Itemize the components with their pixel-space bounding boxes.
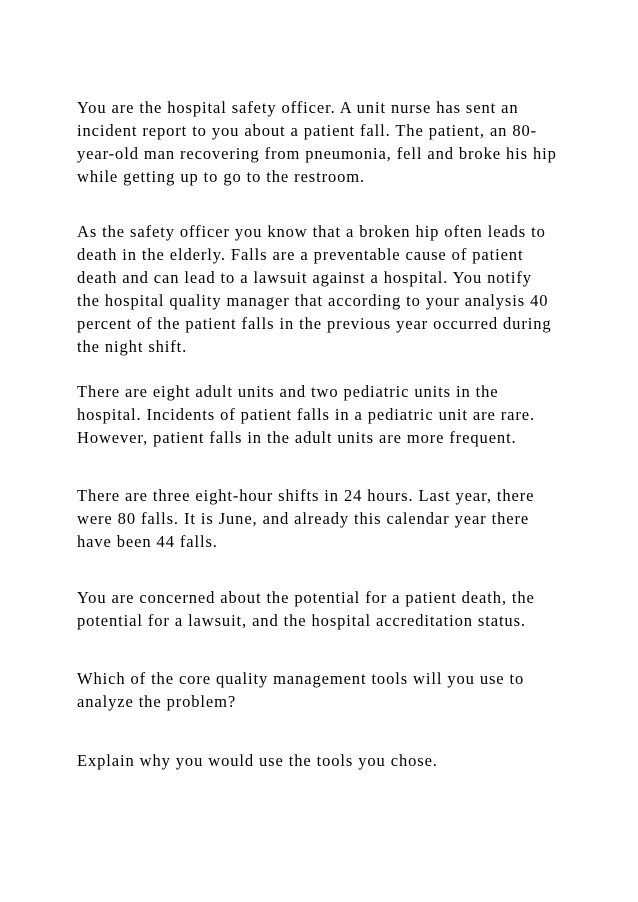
text-line: the hospital quality manager that according to your analysis 40 xyxy=(77,291,549,310)
paragraph-safety-analysis xyxy=(77,220,577,358)
text-line: However, patient falls in the adult units are more frequent. xyxy=(77,428,517,447)
text-line: analyze the problem? xyxy=(77,692,237,711)
text-line: hospital. Incidents of patient falls in a pediatric unit are rare. xyxy=(77,405,536,424)
paragraph-units xyxy=(77,380,577,449)
paragraph-concerns xyxy=(77,586,577,632)
text-line: the night shift. xyxy=(77,337,188,356)
text-line: year-old man recovering from pneumonia, fell and broke his hip xyxy=(77,144,557,163)
text-line: You are concerned about the potential for a patient death, the xyxy=(77,588,535,607)
text-line: death in the elderly. Falls are a preventable cause of patient xyxy=(77,245,524,264)
text-line: while getting up to go to the restroom. xyxy=(77,167,366,186)
text-line: Explain why you would use the tools you chose. xyxy=(77,751,438,770)
paragraph-question-explain xyxy=(77,749,577,772)
text-line: were 80 falls. It is June, and already this calendar year there xyxy=(77,509,530,528)
paragraph-incident-report xyxy=(77,96,577,188)
text-line: There are three eight-hour shifts in 24 hours. Last year, there xyxy=(77,486,535,505)
text-line: Which of the core quality management tools will you use to xyxy=(77,669,525,688)
text-line: percent of the patient falls in the previous year occurred during xyxy=(77,314,552,333)
text-line: incident report to you about a patient fall. The patient, an 80- xyxy=(77,121,538,140)
text-line: You are the hospital safety officer. A unit nurse has sent an xyxy=(77,98,519,117)
text-line: There are eight adult units and two pediatric units in the xyxy=(77,382,499,401)
paragraph-question-tools xyxy=(77,667,577,713)
text-line: As the safety officer you know that a broken hip often leads to xyxy=(77,222,546,241)
text-line: have been 44 falls. xyxy=(77,532,218,551)
paragraph-shifts-falls xyxy=(77,484,577,553)
text-line: death and can lead to a lawsuit against a hospital. You notify xyxy=(77,268,532,287)
text-line: potential for a lawsuit, and the hospital accreditation status. xyxy=(77,611,526,630)
